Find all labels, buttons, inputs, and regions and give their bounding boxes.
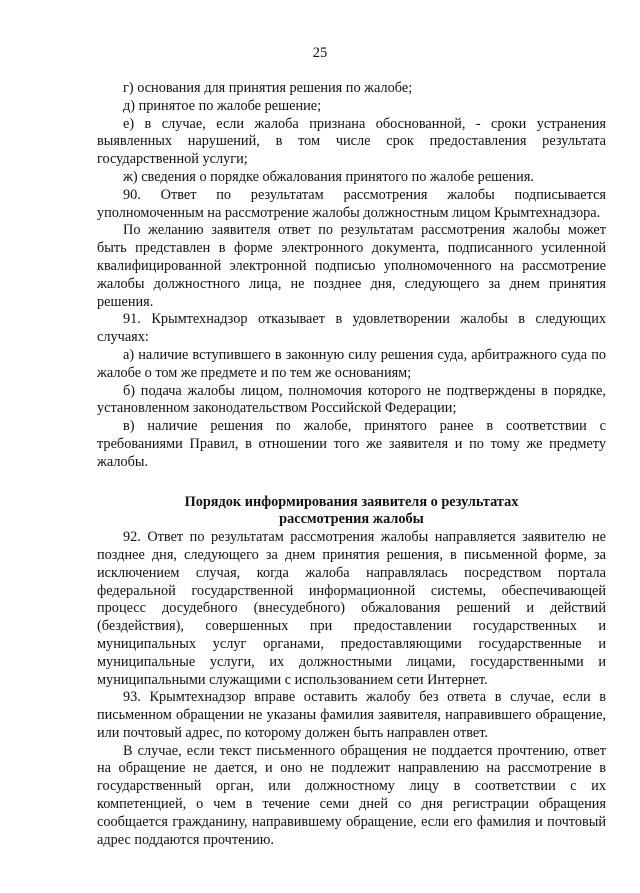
paragraph-electronic-answer: По желанию заявителя ответ по результатам рассмотрения жалобы может быть представлен в форме электронного документа, подписанного усиленной квалифицированной электронной подписью уполномоченного на рассмотрение жалобы должностного лица, не позднее дня, следующего за днем принятия решения. <box>97 222 606 310</box>
document-body <box>97 80 606 849</box>
item-d: д) принятое по жалобе решение; <box>123 97 322 114</box>
item-e: е) в случае, если жалоба признана обоснованной, - сроки устранения выявленных нарушений, в том числе срок предоставления результата государственной услуги; <box>97 115 606 168</box>
paragraph-91: 91. Крымтехнадзор отказывает в удовлетворении жалобы в следующих случаях: <box>97 311 606 346</box>
page-number: 25 <box>312 45 328 61</box>
paragraph-92: 92. Ответ по результатам рассмотрения жалобы направляется заявителю не позднее дня, следующего за днем принятия решения, в письменной форме, за исключением случая, когда жалоба направлялась посредством портала федеральной государственной информационной системы, обеспечивающей процесс досудебного (внесудебного) обжалования решений и действий (бездействия), совершенных при предоставлении государственных и муниципальных услуг органами, предоставляющими государственные и муниципальные услуги, их должностными лицами, государственными и муниципальными служащими с использованием сети Интернет. <box>97 529 606 688</box>
section-heading-line2: рассмотрения жалобы <box>279 511 424 528</box>
item-g: г) основания для принятия решения по жалобе; <box>123 80 413 96</box>
item-a: а) наличие вступившего в законную силу решения суда, арбитражного суда по жалобе о том же предмете и по тем же основаниям; <box>97 346 606 381</box>
paragraph-90: 90. Ответ по результатам рассмотрения жалобы подписывается уполномоченным на рассмотрение жалобы должностным лицом Крымтехнадзора. <box>97 186 606 221</box>
item-zh: ж) сведения о порядке обжалования принятого по жалобе решения. <box>123 168 534 185</box>
item-v: в) наличие решения по жалобе, принятого ранее в соответствии с требованиями Правил, в отношении того же заявителя и по тому же предмету жалобы. <box>97 418 606 470</box>
section-heading <box>97 494 606 530</box>
item-b: б) подача жалобы лицом, полномочия которого не подтверждены в порядке, установленном законодательством Российской Федерации; <box>97 382 606 417</box>
paragraph-93: 93. Крымтехнадзор вправе оставить жалобу без ответа в случае, если в письменном обращении не указаны фамилия заявителя, направившего обращение, или почтовый адрес, по которому должен быть направлен ответ. <box>97 689 606 741</box>
paragraph-unreadable-text: В случае, если текст письменного обращения не поддается прочтению, ответ на обращение не дается, и оно не подлежит направлению на рассмотрение в государственный орган, или должностному лицу в соответствии с их компетенцией, о чем в течение семи дней со дня регистрации обращения сообщается гражданину, направившему обращение, если его фамилия и почтовый адрес поддаются прочтению. <box>97 742 606 848</box>
section-heading-line1: Порядок информирования заявителя о результатах <box>184 493 519 510</box>
